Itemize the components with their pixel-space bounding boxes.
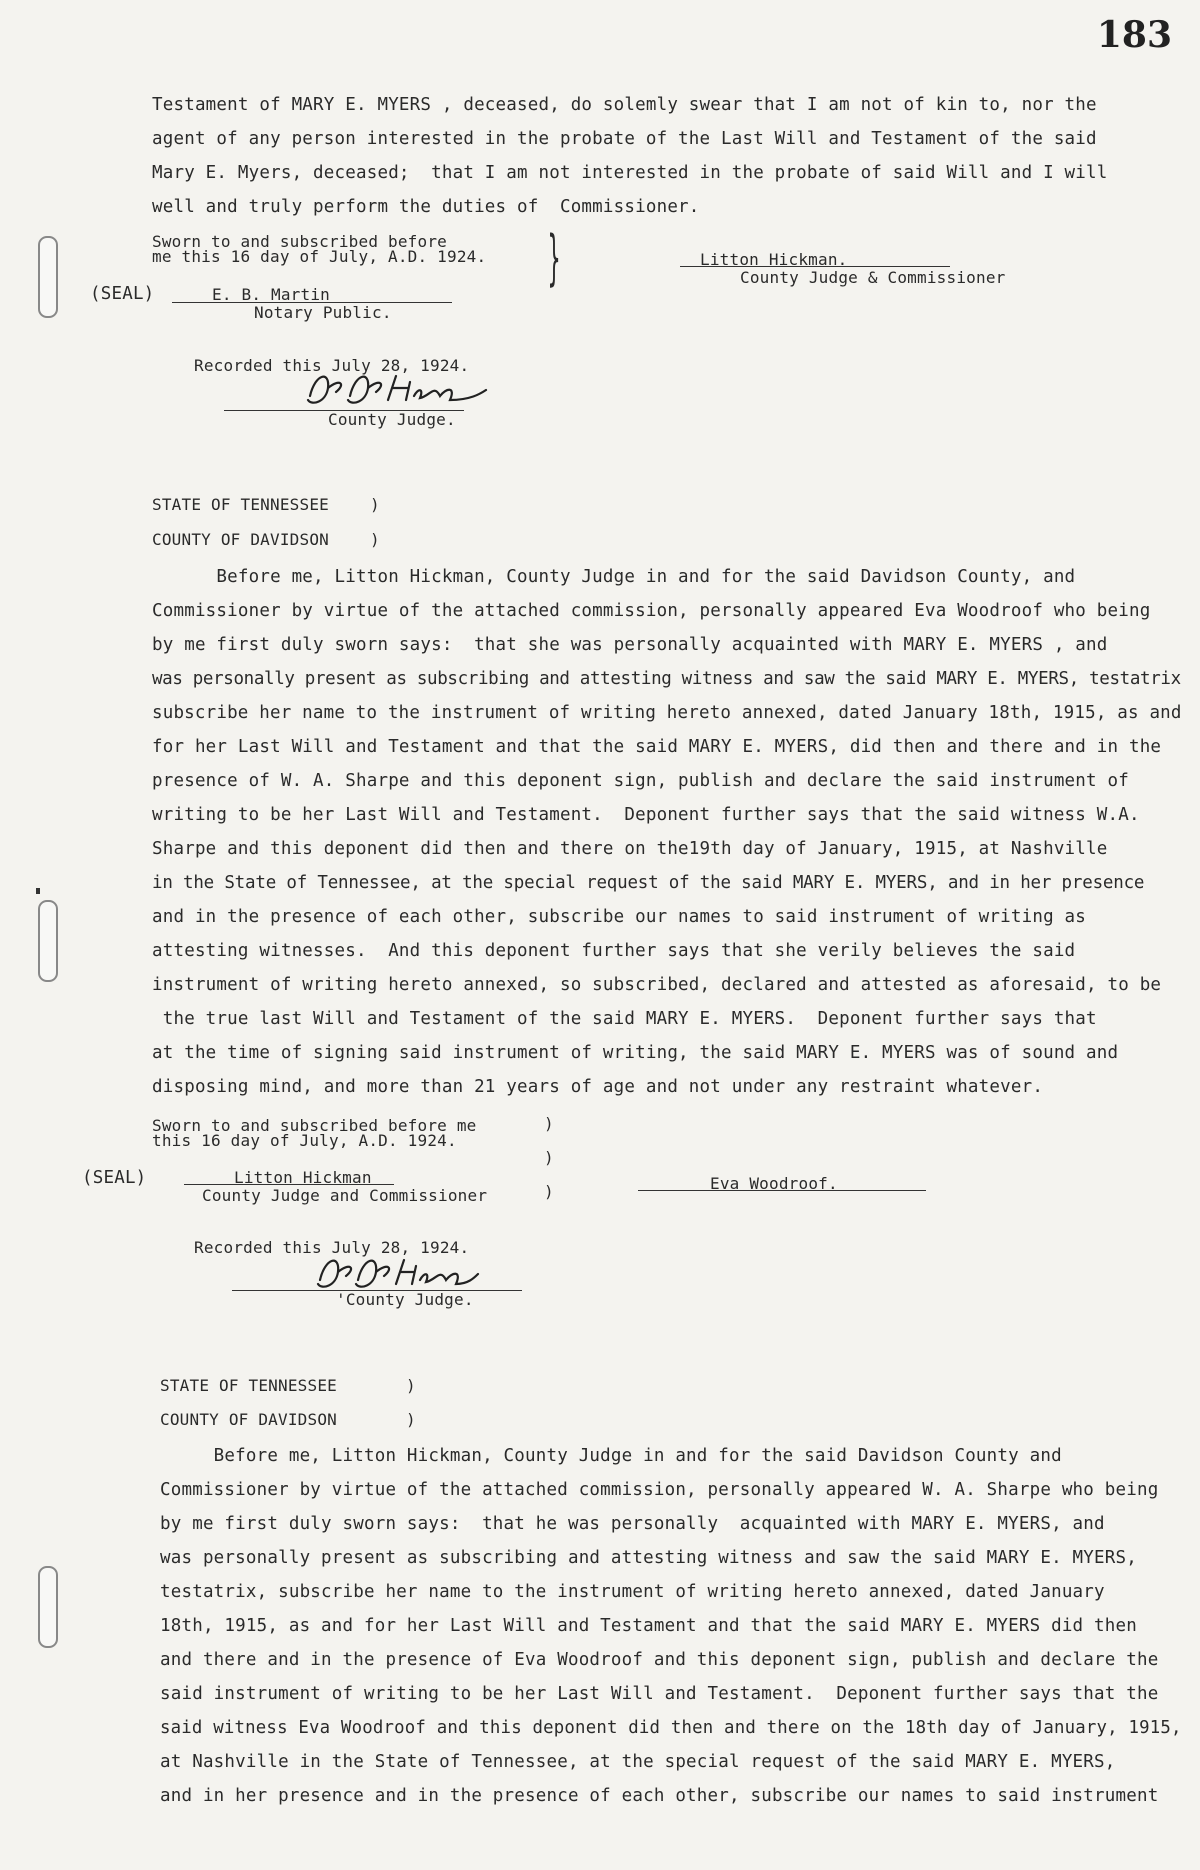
section2-seal: (SEAL) bbox=[82, 1168, 147, 1188]
section1-recorded: Recorded this July 28, 1924. bbox=[194, 356, 470, 375]
section2-judge-name: Litton Hickman bbox=[234, 1168, 372, 1187]
section2-county-judge: 'County Judge. bbox=[336, 1290, 474, 1309]
section2-line-14: the true last Will and Testament of the said MARY E. MYERS. Deponent further says that bbox=[152, 1009, 1097, 1029]
section1-brace: } bbox=[547, 223, 561, 293]
section2-paren-3: ) bbox=[544, 1182, 554, 1201]
section2-line-16: disposing mind, and more than 21 years of age and not under any restraint whatever. bbox=[152, 1077, 1044, 1097]
section2-state-paren: ) bbox=[370, 495, 380, 514]
section2-line-10: in the State of Tennessee, at the special request of the said MARY E. MYERS, and in her presence bbox=[152, 873, 1145, 893]
section2-line-8: writing to be her Last Will and Testament. Deponent further says that the said witness W.A. bbox=[152, 805, 1140, 825]
section2-line-5: subscribe her name to the instrument of writing hereto annexed, dated January 18th, 1915, as and bbox=[152, 703, 1182, 723]
commissioner-title: County Judge & Commissioner bbox=[740, 268, 1006, 287]
section2-line-4: was personally present as subscribing and attesting witness and saw the said MARY E. MYERS, testatrix bbox=[152, 669, 1181, 689]
section1-seal: (SEAL) bbox=[90, 284, 155, 304]
section3-line-10: at Nashville in the State of Tennessee, at the special request of the said MARY E. MYERS, bbox=[160, 1752, 1116, 1772]
section3-state: STATE OF TENNESSEE bbox=[160, 1376, 337, 1395]
section3-line-2: Commissioner by virtue of the attached commission, personally appeared W. A. Sharpe who being bbox=[160, 1480, 1159, 1500]
section3-line-5: testatrix, subscribe her name to the instrument of writing hereto annexed, dated January bbox=[160, 1582, 1105, 1602]
section2-line-9: Sharpe and this deponent did then and there on the19th day of January, 1915, at Nashville bbox=[152, 839, 1108, 859]
section1-line-1: Testament of MARY E. MYERS , deceased, do solemly swear that I am not of kin to, nor the bbox=[152, 95, 1097, 115]
section3-line-11: and in her presence and in the presence of each other, subscribe our names to said instrument bbox=[160, 1786, 1159, 1806]
section1-sworn-1: Sworn to and subscribed before bbox=[152, 232, 447, 251]
section1-line-3: Mary E. Myers, deceased; that I am not interested in the probate of said Will and I will bbox=[152, 163, 1108, 183]
binder-hole-bottom bbox=[38, 1566, 58, 1648]
section3-line-1: Before me, Litton Hickman, County Judge in and for the said Davidson County and bbox=[160, 1446, 1062, 1466]
county-judge-signature-2 bbox=[310, 1250, 480, 1295]
section1-line-2: agent of any person interested in the probate of the Last Will and Testament of the said bbox=[152, 129, 1097, 149]
notary-name: E. B. Martin bbox=[212, 285, 330, 304]
section3-county: COUNTY OF DAVIDSON bbox=[160, 1410, 337, 1429]
section2-witness-name: Eva Woodroof. bbox=[710, 1174, 838, 1193]
section2-line-15: at the time of signing said instrument of writing, the said MARY E. MYERS was of sound and bbox=[152, 1043, 1119, 1063]
commissioner-signature-line bbox=[680, 266, 950, 267]
section2-county: COUNTY OF DAVIDSON bbox=[152, 530, 329, 549]
section2-line-11: and in the presence of each other, subscribe our names to said instrument of writing as bbox=[152, 907, 1087, 927]
section2-recorded: Recorded this July 28, 1924. bbox=[194, 1238, 470, 1257]
county-judge-signature-1 bbox=[300, 366, 490, 416]
section2-line-2: Commissioner by virtue of the attached commission, personally appeared Eva Woodroof who being bbox=[152, 601, 1151, 621]
section2-paren-2: ) bbox=[544, 1148, 554, 1167]
section3-line-7: and there and in the presence of Eva Woodroof and this deponent sign, publish and declare the bbox=[160, 1650, 1159, 1670]
section1-judge-title: County Judge. bbox=[328, 410, 456, 429]
section2-state: STATE OF TENNESSEE bbox=[152, 495, 329, 514]
section2-line-13: instrument of writing hereto annexed, so subscribed, declared and attested as aforesaid, to be bbox=[152, 975, 1162, 995]
section3-line-9: said witness Eva Woodroof and this deponent did then and there on the 18th day of January, 1915, bbox=[160, 1718, 1182, 1738]
section2-line-3: by me first duly sworn says: that she was personally acquainted with MARY E. MYERS , and bbox=[152, 635, 1108, 655]
section2-line-12: attesting witnesses. And this deponent further says that she verily believes the said bbox=[152, 941, 1076, 961]
section2-line-6: for her Last Will and Testament and that the said MARY E. MYERS, did then and there and in the bbox=[152, 737, 1162, 757]
section2-line-7: presence of W. A. Sharpe and this deponent sign, publish and declare the said instrument of bbox=[152, 771, 1129, 791]
section1-line-4: well and truly perform the duties of Commissioner. bbox=[152, 197, 700, 217]
section2-paren-1: ) bbox=[544, 1114, 554, 1133]
section3-county-paren: ) bbox=[406, 1410, 416, 1429]
commissioner-name: Litton Hickman. bbox=[700, 250, 848, 269]
margin-mark bbox=[36, 888, 40, 894]
section3-line-3: by me first duly sworn says: that he was personally acquainted with MARY E. MYERS, and bbox=[160, 1514, 1105, 1534]
binder-hole-middle bbox=[38, 900, 58, 982]
section3-state-paren: ) bbox=[406, 1376, 416, 1395]
section1-sworn-2: me this 16 day of July, A.D. 1924. bbox=[152, 247, 487, 266]
section2-judge-title: County Judge and Commissioner bbox=[202, 1186, 488, 1205]
binder-hole-top bbox=[38, 236, 58, 318]
section2-witness-signature-line bbox=[638, 1190, 926, 1191]
section2-judge-signature-line bbox=[184, 1184, 394, 1185]
section3-line-4: was personally present as subscribing and attesting witness and saw the said MARY E. MYERS, bbox=[160, 1548, 1137, 1568]
section2-county-paren: ) bbox=[370, 530, 380, 549]
section2-sworn-1: Sworn to and subscribed before me bbox=[152, 1116, 477, 1135]
section2-line-1: Before me, Litton Hickman, County Judge in and for the said Davidson County, and bbox=[152, 567, 1076, 587]
page-number: 183 bbox=[1096, 14, 1172, 56]
section3-line-6: 18th, 1915, as and for her Last Will and Testament and that the said MARY E. MYERS did then bbox=[160, 1616, 1137, 1636]
section3-line-8: said instrument of writing to be her Last Will and Testament. Deponent further says that the bbox=[160, 1684, 1159, 1704]
notary-title: Notary Public. bbox=[254, 303, 392, 322]
section2-sworn-2: this 16 day of July, A.D. 1924. bbox=[152, 1131, 457, 1150]
